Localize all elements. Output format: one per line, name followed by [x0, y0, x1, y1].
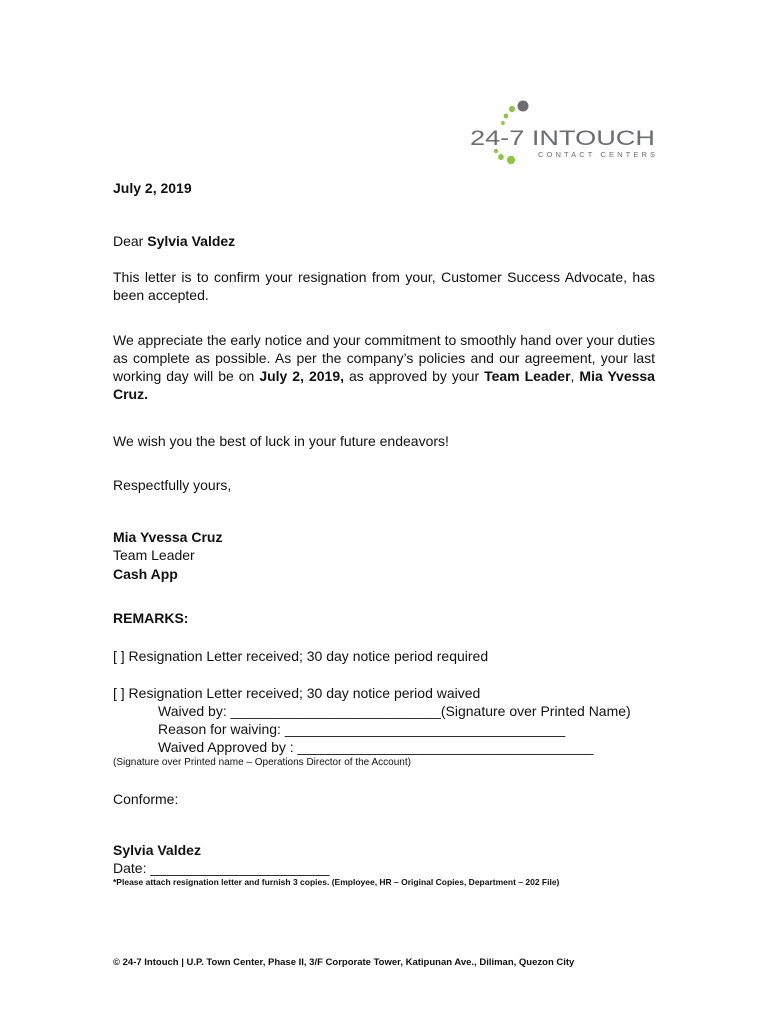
last-working-day: July 2, 2019, — [259, 368, 344, 384]
para2-text-2: as approved by your — [344, 368, 485, 384]
waived-approved-by-field: Waived Approved by : ______________________________________ — [158, 739, 594, 755]
approver-role: Team Leader — [484, 368, 571, 384]
signer-title: Team Leader — [113, 547, 195, 563]
conforme-date-field: Date: _______________________ — [113, 860, 330, 876]
paragraph-confirmation: This letter is to confirm your resignation from your, Customer Success Advocate, has been accepted. — [113, 269, 655, 303]
signer-account: Cash App — [113, 566, 178, 582]
conforme-label: Conforme: — [113, 791, 179, 807]
salutation-prefix: Dear — [113, 233, 148, 249]
logo-wordmark: 24-7 INTOUCH — [470, 127, 655, 150]
para2-sep: , — [570, 368, 580, 384]
salutation — [113, 232, 235, 250]
paragraph-last-day — [113, 331, 655, 403]
logo-tagline: CONTACT CENTERS — [538, 150, 655, 159]
closing: Respectfully yours, — [113, 477, 232, 493]
conforme-name: Sylvia Valdez — [113, 842, 201, 858]
approver-name: Mia Yvessa Cruz. — [113, 368, 655, 402]
remarks-heading: REMARKS: — [113, 610, 189, 626]
remark-option-waived: [ ] Resignation Letter received; 30 day notice period waived — [113, 685, 481, 701]
approved-by-note: (Signature over Printed name – Operations Director of the Account) — [113, 757, 411, 768]
paragraph-well-wishes: We wish you the best of luck in your future endeavors! — [113, 433, 449, 449]
footer-address: © 24-7 Intouch | U.P. Town Center, Phase II, 3/F Corporate Tower, Katipunan Ave., Diliman, Quezon City — [113, 957, 575, 968]
para2-text-1: We appreciate the early notice and your commitment to smoothly hand over your duties as complete as possible. As per the company’s policies and our agreement, your last working day will be on — [113, 332, 655, 384]
attachment-note: *Please attach resignation letter and furnish 3 copies. (Employee, HR – Original Copies, Department – 202 File) — [113, 877, 560, 887]
remark-option-required: [ ] Resignation Letter received; 30 day notice period required — [113, 648, 489, 664]
company-logo — [468, 98, 658, 168]
signer-name: Mia Yvessa Cruz — [113, 529, 223, 545]
waived-by-field: Waived by: ___________________________(Signature over Printed Name) — [158, 703, 631, 719]
recipient-name: Sylvia Valdez — [147, 233, 236, 249]
letter-date: July 2, 2019 — [113, 180, 192, 196]
reason-for-waiving-field: Reason for waiving: ____________________________________ — [158, 721, 566, 737]
